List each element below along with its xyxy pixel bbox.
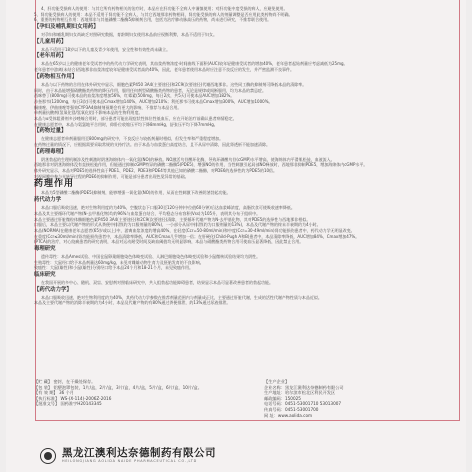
body-text-line: 酮康唑、伊曲康唑等强效CYP3A4抑制剂预期会有更大的影响，不推荐与本品合用。	[34, 104, 182, 110]
body-text-line: 口服后，本品主要以代谢产物的形式从粪便中排泄(约为口服剂量的80%)，一小部分从尿中排泄(约为口服剂量的13%)，本品及代谢产物的终末半衰期约为4小时。	[34, 222, 321, 228]
company-name: 黑龙江澳利达奈德制药有限公司	[62, 447, 216, 459]
address-row: 生产地址：哈尔滨市松北区利民开发区	[264, 390, 336, 396]
company-english-name: HEILONGJIANG AOLIDA NAIDE PHARMACEUTICAL CO.,LTD	[62, 459, 198, 463]
body-text-line: 西咪替丁(800mg)可使本品的血浆浓度增加56%，红霉素(500mg，每日2次，共5天)可使本品AUC增加182%。	[34, 93, 235, 99]
body-text-line: 遗传毒性：本品Ames试验、中国仓鼠卵巢细胞染色体畸变试验、人淋巴细胞染色体畸变试验和小鼠微核试验结果均为阴性。	[41, 253, 261, 259]
body-text-line: 在健康志愿者单剂量服用至800mg的研究中，不良反应与较低剂量时相似，但发生率和严重程度增加。	[41, 136, 224, 142]
manufacturer-heading: 【生产企业】	[264, 379, 290, 384]
section-heading: 毒理研究	[34, 245, 56, 252]
body-text-line: 本品与以下药物的合用在体外研究中显示，细胞色素P450 3A4(主要途径)和2C9(次要途径)代谢西地那非。这些同工酶的抑制剂可降低本品的清除率。	[41, 81, 307, 87]
body-text-line: 本品及主要代谢产物的消除半衰期约为4小时，本品及代谢产物约有80%通过粪便排泄，约13%通过尿液排泄。	[34, 300, 231, 306]
validity-row: 【有 效 期】 36 个月	[34, 390, 74, 396]
section-heading: 【药物过量】	[34, 128, 67, 135]
body-text-line: 本品不适用于18岁以下的儿童及青少年使用，安全性和有效性尚未确立。	[41, 46, 171, 52]
section-heading: 【药物相互作用】	[34, 73, 78, 80]
section-heading: 【老年用药】	[34, 53, 67, 60]
body-text-line: 在我国开展的多中心、随机、双盲、安慰剂对照临床研究中，共入组勃起功能障碍患者，结果显示本品可显著改善患者的勃起功能。	[41, 280, 273, 285]
section-title-large: 药理作用	[34, 179, 75, 190]
body-text-line: 对视网膜中参与光转导过程的PDE6的抑制作用，可能是部分患者出现色觉异常的基础。	[34, 173, 189, 179]
section-heading: 【儿童用药】	[34, 38, 67, 45]
body-text-line: 老年患者中游离(未结合)西地那非血浆浓度较年轻健康受试者高约40%，因此，老年患者使用本品时应注意不良反应的发生，并严密监测不良事件。	[34, 67, 295, 73]
product-info-block	[34, 379, 448, 417]
postcode-row: 邮政编码：150025	[264, 395, 301, 401]
body-text-line: 阴茎勃起的生理机制涉及性刺激时阴茎海绵体内一氧化氮(NO)的释放。NO激活鸟苷酸环化酶，导致环磷酸鸟苷(cGMP)水平增高，使海绵体内平滑肌松弛，血液流入。	[41, 156, 335, 162]
company-logo-icon	[40, 448, 56, 464]
body-text-line: 沙奎那韦(1200mg，每日3次)可使本品Cmax增加140%，AUC增加210%；利托那韦可使本品Cmax增加300%，AUC增加1000%。	[34, 98, 273, 104]
body-text-line: 本品及其主要循环代谢产物(N-去甲基化物)均约96%与血浆蛋白结合，平均稳态分布容积(Vss)为105升，表明其分布于组织中。	[34, 210, 261, 216]
body-text-line: 在健康志愿者中，本品与氨氯地平合用时，仰卧位收缩压平均下降8mmHg，舒张压平均下降7mmHg。	[34, 121, 218, 127]
body-text-line: 在重度(Ccr≤30ml/min)肾功能损伤患者中，本品清除率降低，AUC和Cmax几乎增加一倍；在肝硬化(Child-Pugh A和B)患者中，本品清除率降低，AUC增加84%，Cmax增加47%。	[34, 233, 360, 239]
leaflet-body	[34, 6, 448, 306]
section-heading: 【孕妇及哺乳期妇女用药】	[34, 24, 99, 31]
section-heading: 临床研究	[34, 272, 56, 278]
standard-row: 【执行标准】 WS-(X-114)-2006Z-2016	[34, 395, 112, 401]
body-text-line: 同时，由于本品能增强硝酸酯类药物的降压作用，服用任何剂型硝酸酯类药物的患者，无论是规律或间断服用，均为本品的禁忌症。	[34, 87, 266, 93]
body-text-line: 单剂量抗酸剂(氢氧化镁/氢氧化铝)不影响本品的生物利用度。	[34, 110, 143, 116]
body-text-line: 本品口服吸收迅速，绝对生物利用度约为40%，其药代动力学参数在推荐剂量范围内与剂量成正比，主要通过肝脏代谢，生成的活性代谢产物性质与本品近似。	[41, 294, 322, 300]
package-row: 【包 装】 铝塑泡罩包装，1片/盒，2片/盒，3片/盒，4片/盒，5片/盒，6片/盒，10片/盒。	[34, 384, 202, 390]
body-text-line: 体外研究显示，本品对PDE5的选择性高于PDE1、PDE2、PDE3和PDE4等其他已知的磷酸二酯酶，对PDE6的选择性约为PDE5的10倍。	[34, 168, 278, 174]
body-text-line: 5、肾功能受损病人的使用：本品不适用于肾功能不全病人，与其它西地那非药物相同，肾功能受损的病人的剂量调整是否应用此类药物尚不明确。	[34, 11, 293, 17]
section-heading: 药代动力学	[34, 197, 61, 204]
section-heading: 【药代动力学】	[34, 286, 72, 293]
body-text-line: 致癌性：大鼠(雄性)和小鼠(雄性)分别经口给予本品24个月和18-21个月，未见致癌作用。	[34, 265, 193, 271]
fax-row: 传真号码：0451-53001700	[264, 406, 319, 412]
body-text-line: 本品与α受体阻滞剂多沙唑嗪合用时，部分患者可能出现症状性体位性低血压，应在开始治疗前确认患者病情稳定。	[34, 115, 237, 121]
body-text-line: 本品口服后吸收迅速，绝对生物利用度约为40%，空腹状态下口服30至120分钟(中位值60分钟)后达血浆峰浓度，高脂饮食可使吸收速率降低。	[41, 205, 295, 211]
company-footer	[40, 444, 420, 468]
body-text-line: 在药物过量的情况下，应根据需要采取常规的支持疗法。由于本品与血浆蛋白高度结合，且不从尿中清除，因此肾透析不能加速清除。	[34, 142, 270, 147]
body-text-line: 本品主要通过肝脏微粒体酶细胞色素P450 3A4(主要途径)和2C9(次要途径)清除，主要循环代谢产物为N-去甲基化物，其对PDE5的选择性与西地那非相似。	[34, 216, 311, 222]
website-row: 网 址：www.aolida.com	[264, 412, 313, 418]
body-text-line: 对孕妇和哺乳期妇女尚缺乏对照研究数据，育龄期妇女使用本品前应权衡利弊，本品不适用于妇女。	[41, 32, 217, 38]
body-text-line: 本品为5型磷酸二酯酶(PDE5)抑制剂，能够增强一氧化氮(NO)的作用，从而在性刺激下改善阴茎勃起功能。	[41, 190, 231, 196]
section-heading: 【药理毒理】	[34, 148, 67, 155]
company-row: 企业名称：黑龙江澳利达奈德制药有限公司	[264, 384, 344, 390]
approval-row: 【批准文号】 国药准字H20143345	[34, 401, 102, 407]
body-text-line: 6、重要的药物相互作用：西地那非与其他磷酸二酯酶5抑制剂合用，包括为治疗肺动脉高压的药物，尚未进行研究，不推荐联合使用。	[34, 17, 272, 23]
body-text-line: 西地那非对阴茎海绵体没有直接松弛作用，但能通过抑制cGMP特异的磷酸二酯酶5(PDE5)，增强NO的作用，当性刺激引起局部NO释放时，西地那非抑制PDE5，增加海绵体内cGMP水平。	[34, 162, 368, 168]
storage-row: 【贮 藏】 密封，在干燥处保存。	[34, 379, 96, 384]
body-text-line: (PTCA)的治疗，对心绞痛患者的研究表明，本品对运动耐受时间及缺血阈值均无明显影响，本品与硝酸酯类药物合用可使血压显著降低，因此禁止合用。	[34, 239, 304, 245]
body-text-line: 生殖毒性：大鼠经口给予本品剂量达60mg/kg，未见对雌雄动物生育力及胚胎发育的不良影响。	[34, 259, 204, 265]
phone-row: 电话号码：0451-53001710 53013007	[264, 401, 342, 407]
body-text-line: 本品在65岁以上的健康老年受试者中的药代动力学研究表明，其血浆药物浓度-时间曲线下面积(AUC)较年轻健康受试者约增加40%，老年患者起始剂量应考虑减低为25mg。	[41, 61, 348, 67]
body-text-line: 本品(NORMA)在健康老年志愿者(65岁或以上)中，游离血浆浓度约增高40%，在轻度(Ccr=50-80ml/min)和中度(Ccr=30-49ml/min)肾功能损伤患者中，药代动力学无明显改变。	[34, 227, 355, 233]
body-text-line: 4、肝功能受损病人的使用：与其它所有药物相关的治疗时，本品应在肝功能不全病人中谨慎使用；对肝功能中度受损的病人，应避免使用。	[41, 6, 288, 11]
